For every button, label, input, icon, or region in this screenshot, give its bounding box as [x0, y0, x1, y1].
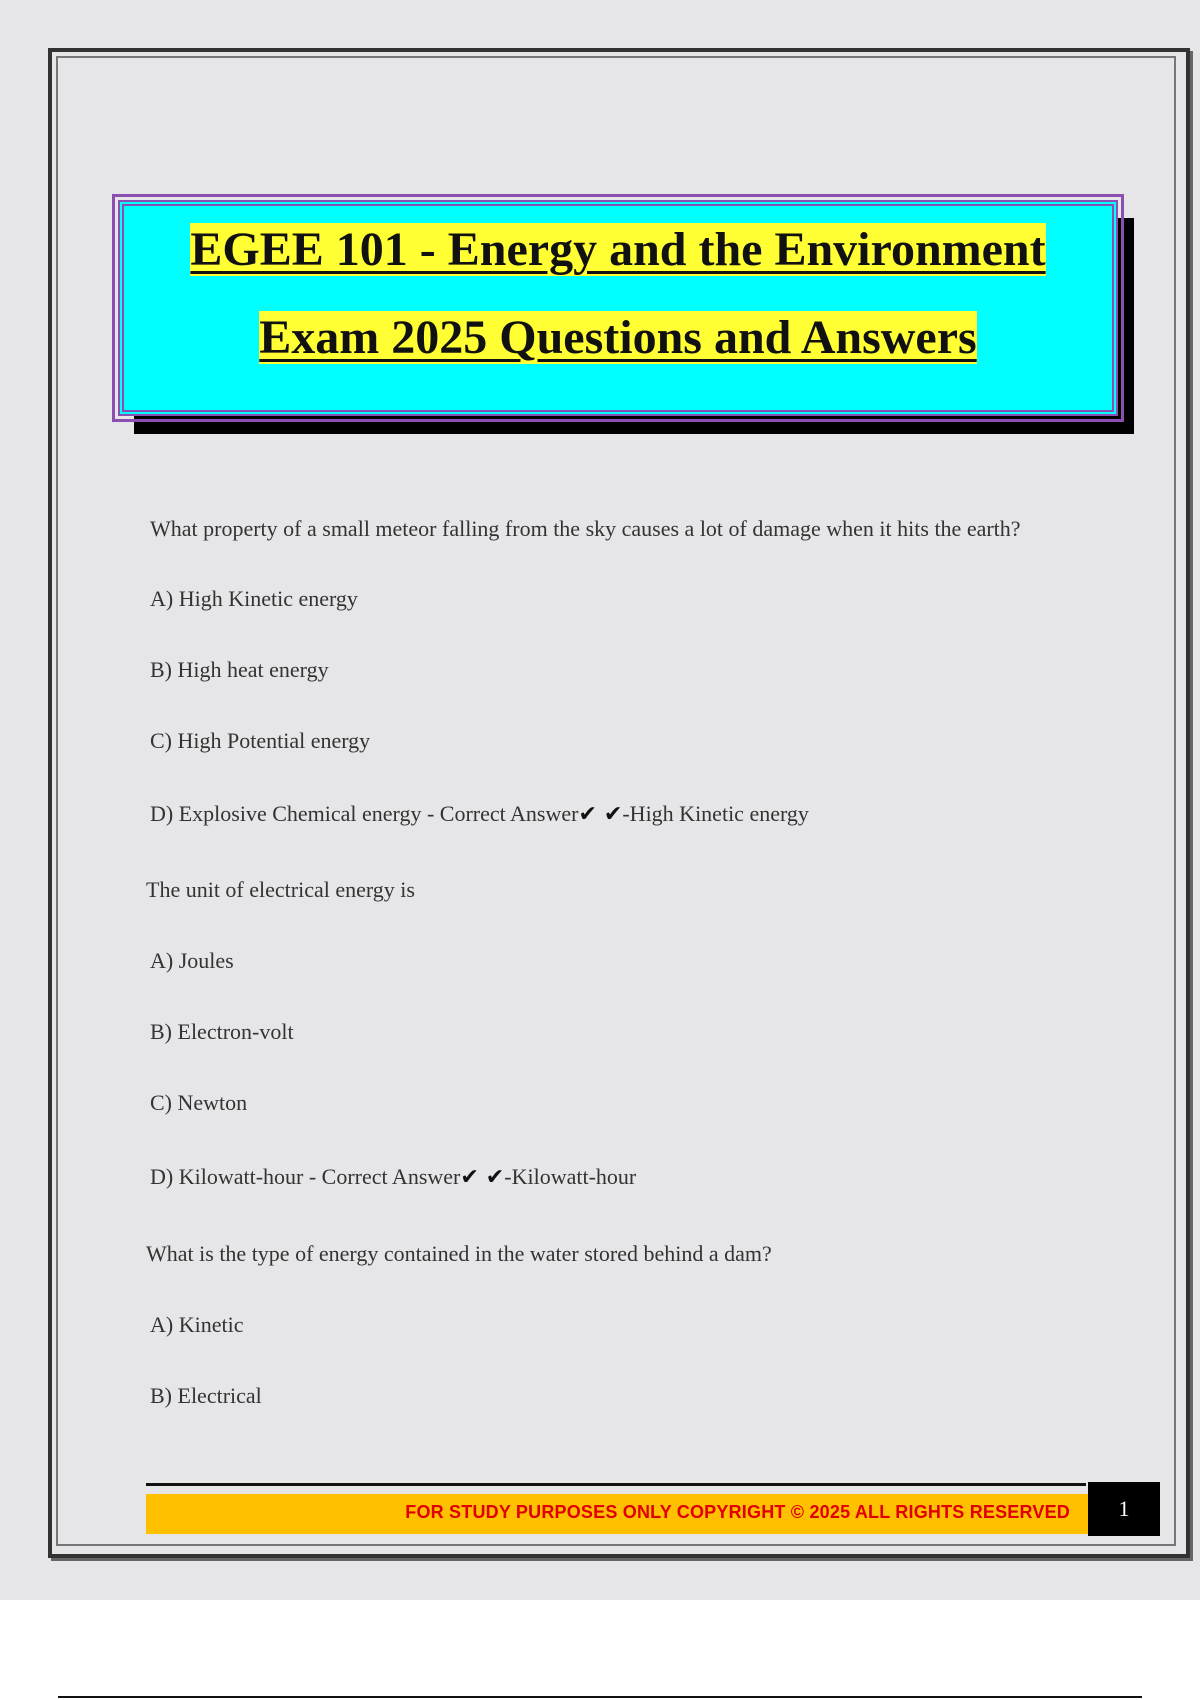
question-2-option-d-label: D) Kilowatt-hour - Correct Answer — [150, 1164, 461, 1189]
title-line-2: Exam 2025 Questions and Answers — [259, 311, 977, 364]
question-1-option-c: C) High Potential energy — [150, 728, 371, 753]
title-banner — [118, 200, 1118, 416]
question-1-answer: -High Kinetic energy — [622, 801, 809, 826]
question-3-option-a: A) Kinetic — [150, 1312, 244, 1337]
footer-copyright: FOR STUDY PURPOSES ONLY COPYRIGHT © 2025 ALL RIGHTS RESERVED — [405, 1502, 1070, 1522]
footer-bar — [146, 1494, 1088, 1534]
title-line-1: EGEE 101 - Energy and the Environment — [190, 223, 1046, 276]
page-number: 1 — [1088, 1482, 1160, 1536]
footer-divider — [146, 1483, 1086, 1486]
question-1-option-a: A) High Kinetic energy — [150, 586, 358, 611]
question-2-option-d — [150, 1164, 636, 1190]
question-2-answer: -Kilowatt-hour — [504, 1164, 637, 1189]
question-3-text: What is the type of energy contained in the water stored behind a dam? — [146, 1241, 772, 1266]
question-2-option-a: A) Joules — [150, 948, 234, 973]
question-2-text: The unit of electrical energy is — [146, 877, 415, 902]
checkmark-icon: ✔ ✔ — [578, 802, 623, 827]
question-1-option-d-label: D) Explosive Chemical energy - Correct Answer — [150, 801, 579, 826]
bottom-divider — [58, 1696, 1142, 1698]
question-1-text: What property of a small meteor falling from the sky causes a lot of damage when it hits the earth? — [150, 516, 1021, 541]
checkmark-icon: ✔ ✔ — [460, 1165, 505, 1190]
question-2-option-c: C) Newton — [150, 1090, 248, 1115]
question-2-option-b: B) Electron-volt — [150, 1019, 294, 1044]
question-1-option-d — [150, 801, 809, 827]
question-1-option-b: B) High heat energy — [150, 657, 329, 682]
question-3-option-b: B) Electrical — [150, 1383, 262, 1408]
